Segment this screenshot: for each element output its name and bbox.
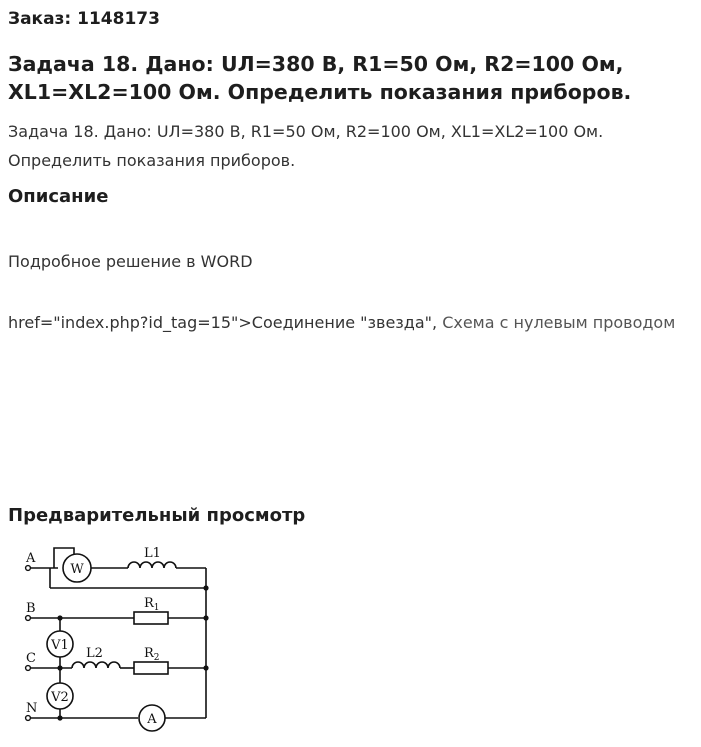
description-detail: Подробное решение в WORD — [8, 252, 253, 271]
neutral-wire-scheme-link[interactable]: Схема с нулевым проводом — [442, 313, 676, 332]
preview-heading: Предварительный просмотр — [8, 505, 306, 526]
circuit-diagram — [16, 540, 226, 740]
terminal-n-label: N — [26, 701, 38, 716]
terminal-b-label: B — [26, 601, 36, 616]
voltmeter-v2-label: V2 — [51, 690, 69, 705]
voltmeter-v1-label: V1 — [51, 638, 69, 653]
junction-right-78 — [203, 615, 208, 620]
resistor-r2-letter: R — [144, 646, 154, 661]
terminal-n-dot — [26, 716, 31, 721]
junction-right-48 — [203, 585, 208, 590]
resistor-r2-subscript: 2 — [153, 653, 160, 663]
task-title: Задача 18. Дано: UЛ=380 В, R1=50 Ом, R2=100 Ом, XL1=XL2=100 Ом. Определить показания приборов. — [8, 52, 632, 104]
inductor-l1 — [128, 562, 176, 568]
junction-v2-n — [57, 715, 62, 720]
terminal-a-label: A — [26, 551, 36, 566]
inductor-l2-label: L2 — [86, 646, 103, 661]
junction-v1-b — [57, 615, 62, 620]
inductor-l2 — [72, 662, 120, 668]
inductor-l1-label: L1 — [144, 546, 161, 561]
resistor-r1 — [134, 612, 168, 624]
terminal-c-label: C — [26, 651, 36, 666]
terminal-c-dot — [26, 666, 31, 671]
description-heading: Описание — [8, 186, 109, 207]
resistor-r2-label — [144, 646, 160, 663]
ammeter-label: A — [147, 712, 157, 727]
resistor-r1-letter: R — [144, 596, 154, 611]
wattmeter-label: W — [70, 562, 84, 577]
junction-v1-c — [57, 665, 62, 670]
order-number: Заказ: 1148173 — [8, 9, 160, 29]
tag-links — [8, 308, 693, 337]
resistor-r1-subscript: 1 — [153, 603, 160, 613]
terminal-b-dot — [26, 616, 31, 621]
resistor-r2 — [134, 662, 168, 674]
task-subtitle: Задача 18. Дано: UЛ=380 В, R1=50 Ом, R2=100 Ом, XL1=XL2=100 Ом. Определить показания приборов. — [8, 122, 604, 170]
terminal-a-dot — [26, 566, 31, 571]
resistor-r1-label — [144, 596, 160, 613]
star-connection-link[interactable]: href="index.php?id_tag=15">Соединение "звезда", — [8, 313, 443, 332]
junction-right-128 — [203, 665, 208, 670]
